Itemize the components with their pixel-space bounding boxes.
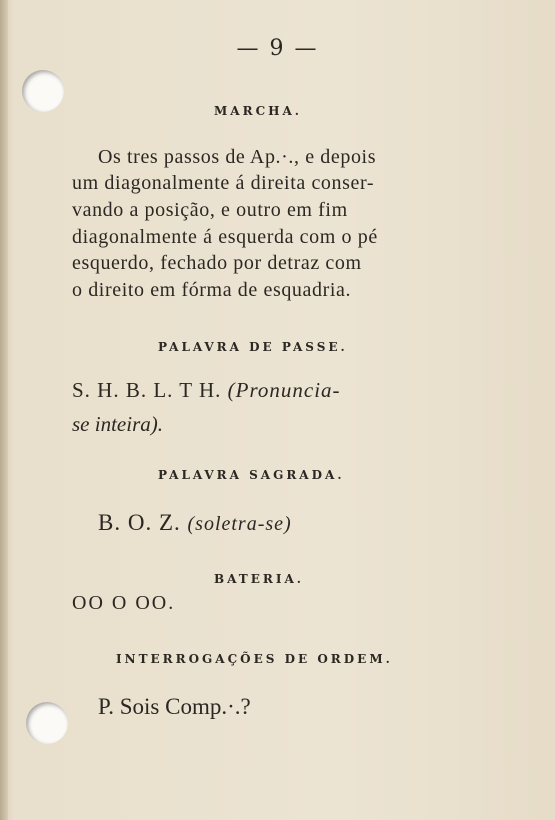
marcha-line-5: esquerdo, fechado por detraz com — [72, 252, 362, 274]
palavra-passe-line — [72, 378, 341, 403]
palavra-sagrada-note: (soletra-se) — [187, 513, 292, 535]
palavra-sagrada-code: B. O. Z. — [98, 510, 181, 535]
palavra-passe-note-b: se inteira). — [72, 412, 163, 436]
marcha-line-1: Os tres passos de Ap.·., e depois — [98, 146, 377, 168]
marcha-line-4: diagonalmente á esquerda com o pé — [72, 226, 378, 248]
palavra-passe-note-a: (Pronuncia- — [227, 378, 341, 402]
palavra-passe-code: S. H. B. L. T H. — [72, 378, 222, 402]
page-number: — 9 — — [236, 36, 319, 61]
marcha-line-6: o direito em fórma de esquadria. — [72, 279, 352, 301]
heading-interrogacoes-de-ordem: INTERROGAÇÕES DE ORDEM. — [116, 652, 393, 666]
palavra-sagrada-line — [98, 510, 292, 536]
page-spine-shadow — [0, 0, 8, 820]
heading-palavra-sagrada: PALAVRA SAGRADA. — [158, 468, 345, 482]
heading-bateria: BATERIA. — [214, 572, 304, 586]
binding-hole-top — [22, 70, 64, 112]
marcha-line-3: vando a posição, e outro em fim — [72, 199, 348, 221]
marcha-line-2: um diagonalmente á direita conser- — [72, 172, 375, 194]
heading-palavra-de-passe: PALAVRA DE PASSE. — [158, 340, 348, 354]
binding-hole-bottom — [26, 702, 68, 744]
bateria-value: OO O OO. — [72, 592, 176, 614]
pergunta-line: P. Sois Comp.·.? — [98, 694, 251, 719]
heading-marcha: MARCHA. — [214, 104, 302, 118]
